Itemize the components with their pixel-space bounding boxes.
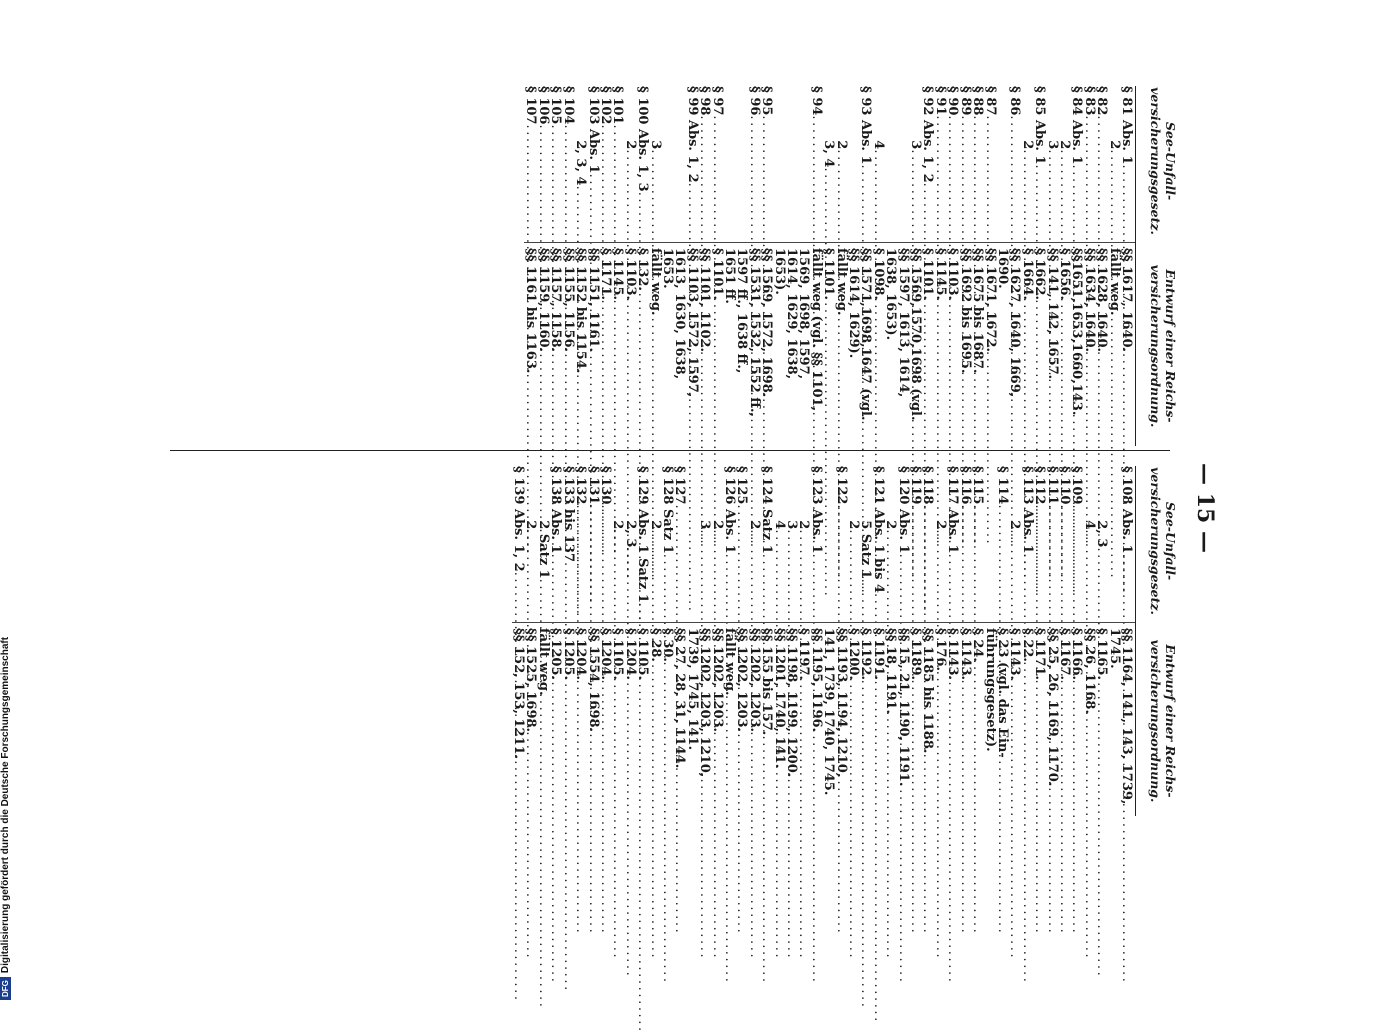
target-reference: § 22. <box>1019 628 1035 662</box>
statute-reference <box>560 466 576 622</box>
target-reference: §§ 1198, 1199, 1200. <box>784 628 800 778</box>
statute-reference <box>895 466 911 622</box>
target-reference: §§ 1103, 1572, 1597, 1613, 1630, 1638, 1653. <box>659 248 700 398</box>
target-reference: fällt weg. <box>833 248 849 316</box>
reference-text: 3 <box>1044 86 1060 150</box>
reference-text: § 94 <box>808 86 824 116</box>
table-row <box>523 86 539 446</box>
reference-text: § 101 <box>610 86 626 125</box>
target-reference: §§ 1151, 1161. <box>585 248 601 353</box>
table-row <box>1106 86 1122 446</box>
table-row <box>822 466 847 816</box>
reference-text: 2 <box>796 466 812 530</box>
target-reference: § 24. <box>970 628 986 662</box>
target-reference: §§ 18, 1191. <box>883 628 899 714</box>
target-reference: §§ 1193, 1194, 1210, 141, 1739, 1740, 1745. <box>821 628 849 796</box>
target-reference: § 1171. <box>1032 628 1048 681</box>
target-reference: § 1204. <box>597 628 613 681</box>
target-reference: §§ 1152 bis 1154. <box>573 248 589 374</box>
reference-text: § 96 <box>746 86 762 116</box>
table-row <box>1019 466 1035 816</box>
table-row <box>1107 466 1132 816</box>
reference-text: § 139 Abs. 1, 2 <box>511 466 527 572</box>
reference-text: § 126 Abs. 1 <box>722 466 737 554</box>
reference-text: § 88 <box>970 86 986 116</box>
table-row <box>709 466 725 816</box>
left-header-col1: See-Unfall- versicherungsgesetz. <box>1148 87 1178 235</box>
reference-text: 2 <box>833 86 849 150</box>
target-reference: § 1165. <box>1094 628 1110 681</box>
target-reference: § 1189. <box>908 628 924 681</box>
target-reference: § 1145. <box>610 248 626 301</box>
target-reference: §§ 1159, 1160. <box>535 248 551 353</box>
table-row <box>983 466 1008 816</box>
target-reference: §§ 1185 bis 1188. <box>920 628 936 754</box>
reference-text: § 99 Abs. 1, 2 <box>684 86 700 183</box>
target-reference: §§ 1201, 1740, 141. <box>771 628 787 769</box>
table-row <box>957 86 973 446</box>
reference-text: § 93 Abs. 1 <box>858 86 874 165</box>
reference-text: § 95 <box>759 86 775 116</box>
table-row <box>771 466 787 816</box>
reference-text: § 92 Abs. 1, 2 <box>920 86 936 183</box>
target-reference: §§ 1675 bis 1687. <box>970 248 986 374</box>
reference-text: § 132 <box>573 466 589 505</box>
target-reference: fällt weg. <box>535 628 551 696</box>
reference-text: § 129 Abs. 1 Satz 1 <box>635 466 651 603</box>
reference-text: 2 <box>932 466 948 530</box>
target-reference: § 1197. <box>796 628 812 681</box>
statute-reference <box>647 86 663 242</box>
right-table <box>122 466 1182 816</box>
target-reference: § 1103. <box>622 248 638 301</box>
target-reference: § 1145. <box>932 248 948 301</box>
target-reference: §§ 1161 bis 1163. <box>523 248 539 374</box>
statute-reference <box>622 86 638 242</box>
statute-reference <box>808 466 824 622</box>
statute-reference <box>537 86 549 242</box>
reference-text: 2 <box>1007 466 1023 530</box>
reference-text: § 122 <box>833 466 849 505</box>
table-row <box>1044 86 1060 446</box>
reference-text: § 105 <box>548 86 564 125</box>
statute-reference <box>870 466 886 622</box>
table-row <box>934 86 946 446</box>
statute-reference <box>709 466 725 622</box>
reference-text: § 104 <box>560 86 576 125</box>
target-reference: § 132. <box>635 248 651 291</box>
target-reference: §§ 1101, 1102. <box>697 248 713 353</box>
right-header-col2: Entwurf einer Reichs- versicherungsordnung. <box>1148 639 1178 803</box>
reference-text: § 119 <box>908 466 924 505</box>
reference-text: § 91 <box>932 86 948 116</box>
statute-reference <box>983 466 1008 622</box>
footer-credit-text: Digitalisierung gefördert durch die Deutsche Forschungsgemeinschaft <box>0 636 11 974</box>
reference-text: 3 <box>697 466 713 530</box>
target-reference: § 1101. <box>821 248 837 301</box>
reference-text: 3, 4 <box>821 86 837 168</box>
target-reference: § 1205. <box>560 628 576 681</box>
table-row <box>647 466 663 816</box>
target-reference: § 1204. <box>622 628 638 681</box>
right-table-header <box>1135 466 1182 816</box>
table-row <box>934 466 946 816</box>
table-row <box>870 86 886 446</box>
table-row <box>772 86 822 446</box>
reference-text: § 110 <box>1056 466 1072 505</box>
reference-text: § 114 <box>994 466 1010 505</box>
reference-text: § 89 <box>957 86 973 116</box>
statute-reference <box>622 466 638 622</box>
statute-reference <box>523 86 539 242</box>
target-reference: §§ 1531, 1532, 1552 ff., 1597 ff., 1638 ff., 1651 ff. <box>722 248 762 418</box>
target-reference: § 1143. <box>957 628 973 681</box>
reference-text: § 87 <box>982 86 998 116</box>
table-row <box>560 466 576 816</box>
target-reference: § 1656. <box>1056 248 1072 301</box>
right-header-col1: See-Unfall- versicherungsgesetz. <box>1148 467 1178 615</box>
target-reference: fällt weg (vgl. §§ 1101, 1569, 1698, 1597, 1614, 1629, 1638, 1653). <box>771 248 824 412</box>
target-reference: § 176. <box>932 628 948 671</box>
reference-text: § 113 Abs. 1 <box>1019 466 1035 554</box>
reference-text: § 115 <box>970 466 986 505</box>
left-header-col2: Entwurf einer Reichs- versicherungsordnung. <box>1148 264 1178 428</box>
left-table <box>122 86 1182 446</box>
target-reference: §§1651,1653,1660,143. <box>1069 248 1085 416</box>
table-row <box>723 86 760 446</box>
reference-text: § 133 bis 137 <box>560 466 576 562</box>
statute-reference <box>822 466 847 622</box>
statute-reference <box>870 86 886 242</box>
statute-reference <box>685 466 713 622</box>
right-column-divider <box>512 622 1135 623</box>
reference-text: 2 <box>1056 86 1072 150</box>
target-reference: § 1200. <box>846 628 862 681</box>
reference-text: 2 <box>523 466 539 530</box>
reference-text: § 98 <box>697 86 713 116</box>
target-reference: §§ 1628, 1640. <box>1094 248 1110 353</box>
target-reference: §§ 1569, 1572, 1698. <box>759 248 775 398</box>
reference-text: § 120 Abs. 1 <box>895 466 911 554</box>
reference-text: 2 <box>1106 86 1122 150</box>
reference-text: § 125 <box>734 466 750 505</box>
table-row <box>537 86 549 446</box>
reference-text: § 118 <box>920 466 936 505</box>
statute-reference <box>957 86 973 242</box>
reference-text: 2 <box>883 466 899 530</box>
reference-text: § 100 Abs. 1, 3 <box>635 86 651 192</box>
reference-text: § 106 <box>535 86 551 125</box>
reference-text: 3 <box>784 466 800 530</box>
reference-text: 2 <box>846 466 862 530</box>
statute-reference <box>833 86 849 242</box>
target-reference: § 1166. <box>1069 628 1085 681</box>
target-reference: § 1204. <box>573 628 589 681</box>
table-row <box>883 86 924 446</box>
reference-text: § 108 Abs. 1 <box>1119 466 1134 554</box>
reference-text: § 138 Abs. 1 <box>548 466 564 554</box>
reference-text: 2 <box>610 466 626 530</box>
reference-text: 4 <box>1081 466 1097 530</box>
statute-reference <box>1081 86 1097 242</box>
statute-reference <box>647 466 663 622</box>
target-reference: § 1105. <box>635 628 651 681</box>
reference-text: § 86 <box>1007 86 1023 116</box>
statute-reference <box>560 86 576 242</box>
reference-text: 5 Satz 1 <box>858 466 874 579</box>
target-reference: § 1171. <box>597 248 613 301</box>
reference-text: § 121 Abs. 1 bis 4 <box>870 466 886 594</box>
statute-reference <box>934 86 946 242</box>
table-row <box>808 466 824 816</box>
statute-reference <box>511 466 527 622</box>
target-reference: § 1167. <box>1056 628 1072 681</box>
target-reference: §§ 1202, 1203. <box>734 628 750 733</box>
reference-text: 2, 3 <box>622 466 638 548</box>
reference-text: 4 <box>771 466 787 530</box>
statute-reference <box>723 86 760 242</box>
statute-reference <box>847 86 872 242</box>
table-row <box>622 86 638 446</box>
reference-text: § 84 Abs. 1 <box>1069 86 1085 165</box>
reference-text: § 131 <box>585 466 601 505</box>
target-reference: §§ 1692 bis 1695. <box>957 248 973 374</box>
reference-text: § 109 <box>1069 466 1085 505</box>
target-reference: §§ 1202, 1203. <box>709 628 725 733</box>
reference-text: § 81 Abs. 1 <box>1119 86 1134 165</box>
target-reference: § 1143. <box>945 628 961 681</box>
target-reference: § 1662. <box>1032 248 1048 301</box>
reference-text: 2 <box>1019 86 1035 150</box>
reference-text: § 90 <box>945 86 961 116</box>
target-reference: §§ 155 bis 157. <box>759 628 775 736</box>
target-reference: § 1101. <box>709 248 725 301</box>
statute-reference <box>1044 86 1060 242</box>
reference-text: § 117 Abs. 1 <box>945 466 961 554</box>
left-table-header <box>1135 86 1182 446</box>
statute-reference <box>1019 86 1035 242</box>
reference-text: § 127 <box>672 466 688 505</box>
reference-text: § 107 <box>523 86 539 125</box>
reference-text: 3 <box>908 86 924 150</box>
reference-text: § 112 <box>1032 466 1048 505</box>
table-row <box>746 466 762 816</box>
target-reference: § 1205. <box>548 628 564 681</box>
target-reference: §§ 1571,1698,1647 (vgl. §§ 1614, 1629). <box>846 248 874 421</box>
table-row <box>847 86 872 446</box>
table-row <box>661 86 698 446</box>
table-row <box>1019 86 1035 446</box>
target-reference: §§ 1627, 1640, 1669, 1690. <box>994 248 1023 398</box>
table-row <box>1081 466 1097 816</box>
reference-text: § 128 Satz 1 <box>659 466 675 554</box>
target-reference: §§ 1554, 1698. <box>585 628 601 733</box>
target-reference: §§ 1617, 1640. <box>1119 248 1134 353</box>
target-reference: §§ 25, 26, 1169, 1170. <box>1044 628 1060 787</box>
target-reference: § 1143. <box>1007 628 1023 681</box>
target-reference: §§ 1569,1570,1698 (vgl. §§ 1597, 1613, 1614, 1638, 1653). <box>883 248 924 421</box>
statute-reference <box>772 86 822 242</box>
target-reference: §§ 26, 1168. <box>1081 628 1097 714</box>
statute-reference <box>537 466 549 622</box>
statute-reference <box>957 466 973 622</box>
table-row <box>511 466 527 816</box>
target-reference: §§ 1202, 1203, 1210, 1739, 1745, 141. <box>684 628 713 778</box>
target-reference: § 1101. <box>920 248 936 301</box>
statute-reference <box>1107 466 1132 622</box>
table-row <box>1081 86 1097 446</box>
reference-text: 2, 3, 4 <box>573 86 589 186</box>
target-reference: §§ 141, 142, 1657. <box>1044 248 1060 380</box>
target-reference: § 1192. <box>858 628 874 681</box>
reference-text: § 111 <box>1044 466 1060 505</box>
statute-reference <box>1106 86 1122 242</box>
table-row <box>895 466 911 816</box>
target-reference: fällt weg. <box>722 628 737 696</box>
statute-reference <box>1019 466 1035 622</box>
reference-text: 2 Satz 1 <box>535 466 551 579</box>
reference-text: § 123 Abs. 1 <box>808 466 824 554</box>
reference-text: § 82 <box>1094 86 1110 116</box>
target-reference: §§ 1525, 1698. <box>523 628 539 733</box>
statute-reference <box>746 466 762 622</box>
table-row <box>709 86 725 446</box>
table-row <box>684 466 713 816</box>
target-reference: § 30. <box>659 628 675 662</box>
reference-text: § 103 Abs. 1 <box>585 86 601 174</box>
reference-text: § 83 <box>1081 86 1097 116</box>
statute-reference <box>996 86 1021 242</box>
right-table-body <box>512 466 1135 816</box>
reference-text: 2 <box>647 466 663 530</box>
target-reference: §§ 15, 21, 1190, 1191. <box>895 628 911 787</box>
target-reference: fällt weg. <box>1106 248 1122 316</box>
footer-credit <box>0 600 11 1000</box>
table-row <box>647 86 663 446</box>
reference-text: § 116 <box>957 466 973 505</box>
statute-reference <box>934 466 946 622</box>
target-reference: § 1105. <box>610 628 626 681</box>
reference-text: 2 <box>622 86 638 150</box>
reference-text: § 124 Satz 1 <box>759 466 775 554</box>
target-reference: § 1664. <box>1019 248 1035 301</box>
target-reference: §§ 1634, 1640. <box>1081 248 1097 353</box>
target-reference: § 23 (vgl. das Ein- führungsgesetz). <box>982 628 1010 758</box>
reference-text: § 97 <box>709 86 725 116</box>
target-reference: § 28. <box>647 628 663 662</box>
dfg-logo: DFG <box>0 977 11 1000</box>
target-reference: §§ 152, 153, 1211. <box>511 628 527 760</box>
reference-text: 4 <box>870 86 886 150</box>
reference-text: 2 <box>709 466 725 530</box>
reference-text: 3 <box>647 86 663 150</box>
table-row <box>560 86 576 446</box>
statute-reference <box>884 86 924 242</box>
statute-reference <box>771 466 787 622</box>
table-row <box>537 466 549 816</box>
statute-reference <box>1044 466 1060 622</box>
reference-text: 2, 3 <box>1094 466 1110 548</box>
target-reference: §§ 1195, 1196. <box>808 628 824 733</box>
target-reference: §§ 1671, 1672. <box>982 248 998 353</box>
reference-text: § 85 Abs. 1 <box>1032 86 1048 165</box>
left-column-divider <box>524 242 1135 243</box>
statute-reference <box>661 86 698 242</box>
target-reference: §§ 1155, 1156. <box>560 248 576 353</box>
left-table-body <box>524 86 1135 446</box>
reference-text: § 130 <box>597 466 613 505</box>
table-row <box>1044 466 1060 816</box>
table-row <box>833 86 849 446</box>
target-reference: §§ 1202, 1203. <box>746 628 762 733</box>
page-number: — 15 — <box>1192 463 1218 553</box>
target-reference: § 1098. <box>870 248 886 301</box>
target-reference: §§ 1164, 141, 143, 1739, 1745. <box>1106 628 1134 805</box>
table-row <box>622 466 638 816</box>
table-row <box>957 466 973 816</box>
target-reference: §§ 1157, 1158. <box>548 248 564 353</box>
target-reference: § 1103. <box>945 248 961 301</box>
rotated-page <box>120 86 1230 816</box>
table-row <box>996 86 1021 446</box>
table-row <box>870 466 886 816</box>
target-reference: §§ 27, 28, 31, 1144. <box>672 628 688 769</box>
center-divider <box>170 450 1170 451</box>
target-reference: fällt weg. <box>647 248 663 316</box>
reference-text: § 102 <box>597 86 613 125</box>
statute-reference <box>709 86 725 242</box>
target-reference: § 1191. <box>870 628 886 681</box>
statute-reference <box>1081 466 1097 622</box>
reference-text: 2 <box>746 466 762 530</box>
